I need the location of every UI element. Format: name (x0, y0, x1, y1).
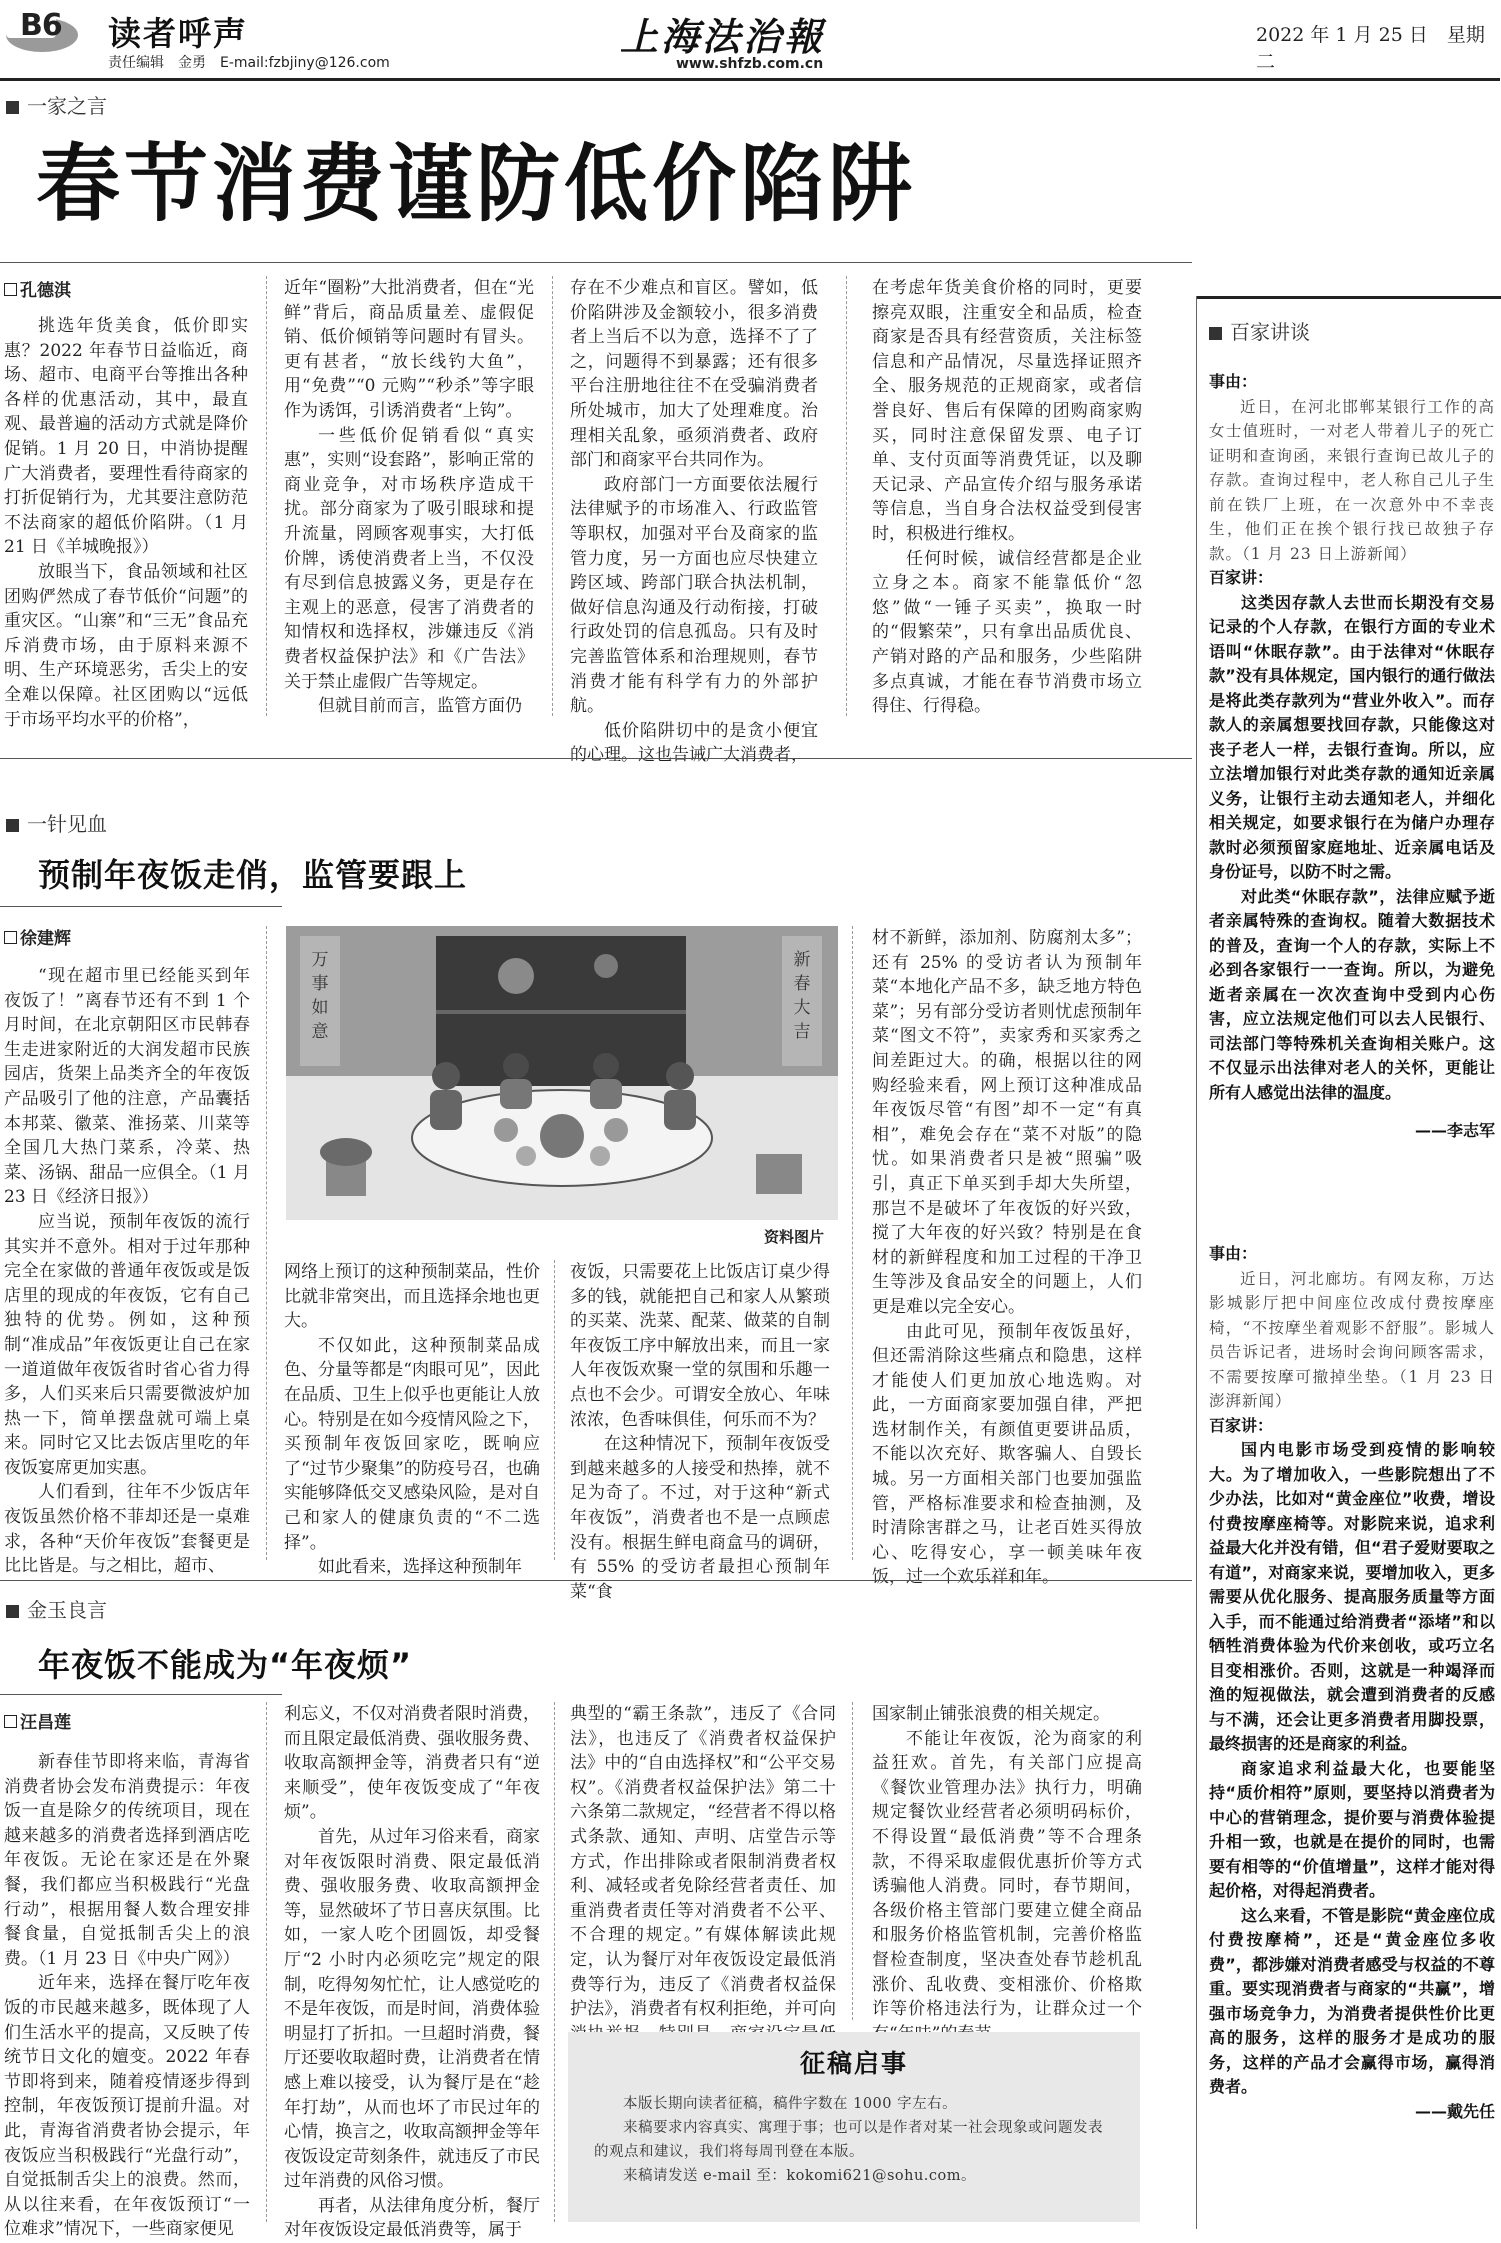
paragraph: 放眼当下，食品领域和社区团购俨然成了春节低价“问题”的重灾区。“山寨”和“三无”食品充斥消费市场，由于原料来源不明、生产环境恶劣，舌尖上的安全难以保障。社区团购以“远低于市场平均水平的价格”， (4, 561, 248, 730)
third-kicker-label: 金玉良言 (27, 1598, 107, 1622)
fact-label: 事由： (1209, 1244, 1258, 1263)
paragraph: 一些低价促销看似“真实惠”，实则“设套路”，影响正常的商业竞争，对市场秩序造成干扰。部分商家为了吸引眼球和提升流量，罔顾客观事实，大打低价牌，诱使消费者上当，不仅没有尽到信息披露义务，更是存在主观上的恶意，侵害了消费者的知情权和选择权，涉嫌违反《消费者权益保护法》和《广告法》关于禁止虚假广告等规定。 (284, 425, 534, 692)
opinion-text: 这么来看，不管是影院“黄金座位成付费按摩椅”，还是“黄金座位多收费”，都涉嫌对消费者感受与权益的不尊重。要实现消费者与商家的“共赢”，增强市场竞争力，为消费者提供性价比更高的服务，这样的服务才是成功的服务，这样的产品才会赢得市场，赢得消费者。 (1209, 1905, 1495, 2096)
second-headline: 预制年夜饭走俏，监管要跟上 (38, 856, 468, 894)
third-column-4 (872, 1702, 1142, 2020)
third-column-3 (570, 1702, 836, 2020)
opinion-label: 百家讲： (1209, 1415, 1274, 1435)
column-divider (266, 926, 267, 1560)
paragraph: 存在不少难点和盲区。譬如，低价陷阱涉及金额较小，很多消费者上当后不以为意，选择不了了之，问题得不到暴露；还有很多平台注册地往往不在受骗消费者所处城市，加大了处理难度。治理相关乱象，亟须消费者、政府部门和商家平台共同作为。 (570, 278, 818, 471)
editor-info: 责任编辑 金勇 E-mail:fzbjiny@126.com (108, 55, 390, 71)
opinion-text: 商家追求利益最大化，也要能坚持“质价相符”原则，要坚持以消费者为中心的营销理念，提价要与消费体验提升相一致，也就是在提价的同时，也需要有相等的“价值增量”，这样才能对得起价格，对得起消费者。 (1209, 1758, 1495, 1900)
sidebar-item-2 (1209, 1242, 1495, 2226)
paragraph: 近年来，选择在餐厅吃年夜饭的市民越来越多，既体现了人们生活水平的提高，又反映了传统节日文化的嬗变。2022 年春节即将到来，随着疫情逐步得到控制，年夜饭预订提前升温。对此，青海省消费者协会提示，年夜饭应当积极践行“光盘行动”，自觉抵制舌尖上的浪费。然而，从以往来看，在年夜饭预订“一位难求”情况下，一些商家便见 (4, 1973, 250, 2240)
newspaper-logo: 上海法治報 (620, 14, 826, 59)
column-divider (552, 276, 553, 716)
byline-box-icon (4, 1715, 17, 1728)
paragraph: 不能让年夜饭，沦为商家的利益狂欢。首先，有关部门应提高《餐饮业管理办法》执行力，明确规定餐饮业经营者必须明码标价，不得设置“最低消费”等不合理条款，不得采取虚假优惠折价等方式诱骗他人消费。同时，春节期间，各级价格主管部门要建立健全商品和服务价格监管机制，完善价格监督检查制度，坚决查处春节趁机乱涨价、乱收费、变相涨价、价格欺诈等价格违法行为，让群众过一个 (872, 1728, 1142, 2020)
paragraph: 材不新鲜，添加剂、防腐剂太多”；还有 25% 的受访者认为预制年菜“本地化产品不多，缺乏地方特色菜”；另有部分受访者则忧虑预制年菜“图文不符”，卖家秀和买家秀之间差距过大。的确，根据以往的网购经验来看，网上预订这种准成品年夜饭尽管“有图”却不一定“有真相”，难免会存在“菜不对版”的隐忧。如果消费者只是被“照骗”吸引，真正下单买到手却大失所望，那岂不是破坏了年夜饭的好兴致，搅了大年夜的好兴致？特别是在食材的新鲜程度和加工过程的干净卫生等涉及食品安全的问题上，人们更是难以完全安心。 (872, 928, 1142, 1317)
paragraph: 政府部门一方面要依法履行法律赋予的市场准入、行政监管等职权，加强对平台及商家的监管力度，另一方面也应尽快建立跨区域、跨部门联合执法机制，做好信息沟通及行动衔接，打破行政处罚的信息孤岛。只有及时完善监管体系和治理规则，春节消费才能有科学有力的外部护航。 (570, 474, 818, 717)
second-column-1 (4, 964, 250, 1577)
fact-text: 近日，河北廊坊。有网友称，万达影城影厅把中间座位改成付费按摩座椅，“不按摩坐着观影不舒服”。影城人员告诉记者，进场时会询问顾客需求，不需要按摩可撤掉坐垫。（1 月 23 日澎湃新闻） (1209, 1269, 1495, 1410)
lead-headline-rule (0, 262, 1192, 263)
second-kicker-label: 一针见血 (27, 812, 107, 836)
lead-column-4 (872, 276, 1142, 716)
page-badge-label: B6 (20, 8, 62, 43)
signature: ——戴先任 (1414, 2101, 1495, 2121)
third-headline: 年夜饭不能成为“年夜烦” (38, 1646, 413, 1684)
third-kicker (6, 1594, 107, 1623)
couplet-left-text: 万事如意 (311, 950, 329, 1042)
fact-label: 事由： (1209, 372, 1258, 391)
lead-column-3 (570, 276, 818, 766)
third-column-1 (4, 1750, 250, 2240)
lead-headline: 春节消费谨防低价陷阱 (36, 135, 917, 233)
notice-line: 本版长期向读者征稿，稿件字数在 1000 字左右。 (623, 2096, 958, 2112)
third-author: 汪昌莲 (20, 1713, 71, 1733)
opinion-text: 这类因存款人去世而长期没有交易记录的个人存款，在银行方面的专业术语叫“休眠存款”。由于法律对“休眠存款”没有具体规定，国内银行的通行做法是将此类存款列为“营业外收入”。而存款人的亲属想要找回存款，只能像这对丧子老人一样，去银行查询。所以，应立法增加银行对此类存款的通知近亲属义务，让银行主动去通知老人，并细化相关规定，如要求银行在为储户办理存款时必须预留家庭地址、近亲属电话及身份证号，以防不时之需。 (1209, 592, 1495, 881)
paragraph: 首先，从过年习俗来看，商家对年夜饭限时消费、限定最低消费、强收服务费、收取高额押金等，显然破坏了节日喜庆氛围。比如，一家人吃个团圆饭，却受餐厅“2 小时内必须吃完”规定的限制，吃得匆匆忙忙，让人感觉吃的不是年夜饭，而是时间，消费体验明显打了折扣。一旦超时消费，餐厅还要收取超时费，让消费者在情感上难以接受，认为餐厅是在“趁年打劫”，从而也坏了市民过年的心情，换言之，收取高额押金等年夜饭设定苛刻条件，就违反了市民过年消费的风俗习惯。 (284, 1826, 540, 2192)
sidebar (1196, 296, 1501, 2229)
fact-text: 近日，在河北邯郸某银行工作的高女士值班时，一对老人带着儿子的死亡证明和查询函，来银行查询已故儿子的存款。查询过程中，老人称自己儿子生前在铁厂上班，在一次意外中不幸丧生，他们正在挨个银行找已故独子存款。（1 月 23 日上游新闻） (1209, 397, 1495, 563)
lead-column-2 (284, 276, 534, 716)
second-author: 徐建辉 (20, 929, 71, 949)
notice-line: 来稿请发送 e-mail 至：kokomi621@sohu.com。 (623, 2168, 977, 2184)
paragraph: 挑选年货美食，低价即实惠？2022 年春节日益临近，商场、超市、电商平台等推出各种各样的优惠活动，其中，最直观、最普遍的活动方式就是降价促销。1 月 20 日，中消协提醒广大消费者，要理性看待商家的打折促销行为，尤其要注意防范不法商家的超低价陷阱。（1 月 21 日《羊城晚报》） (4, 316, 248, 558)
image-caption: 资料图片 (764, 1228, 825, 1246)
paragraph: 人们看到，往年不少饭店年夜饭虽然价格不菲却还是一桌难求，各种“天价年夜饭”套餐更是比比皆是。与之相比，超市、 (4, 1482, 250, 1577)
column-divider (554, 1260, 555, 1560)
square-icon (6, 101, 19, 114)
second-column-4 (872, 926, 1142, 1588)
paragraph: “现在超市里已经能买到年夜饭了！”离春节还有不到 1 个月时间，在北京朝阳区市民韩春生走进家附近的大润发超市民族园店，货架上品类齐全的年夜饭产品吸引了他的注意，产品囊括本邦菜、徽菜、淮扬菜、川菜等全国几大热门菜系，冷菜、热菜、汤锅、甜品一应俱全。（1 月 23 日《经济日报》） (4, 966, 250, 1208)
third-headline-rule (0, 1694, 282, 1695)
paragraph: 再者，从法律角度分析，餐厅对年夜饭设定最低消费等，属于 (284, 2195, 540, 2241)
masthead-rule (0, 78, 1500, 81)
column-divider (852, 926, 853, 1560)
signature: ——李志军 (1414, 1121, 1495, 1140)
paragraph: 新春佳节即将来临，青海省消费者协会发布消费提示：年夜饭一直是除夕的传统项目，现在越来越多的消费者选择到酒店吃年夜饭。无论在家还是在外聚餐，我们都应当积极践行“光盘行动”，根据用餐人数合理安排餐食量，自觉抵制舌尖上的浪费。（1 月 23 日《中央广网》） (4, 1752, 250, 1969)
opinion-text: 对此类“休眠存款”，法律应赋予逝者亲属特殊的查询权。随着大数据技术的普及，查询一个人的存款，实际上不必到各家银行一一查询。所以，为避免逝者亲属在一次次查询中受到内心伤害，应立法规定他们可以去人民银行、司法部门等特殊机关查询相关账户。这不仅显示出法律对老人的关怀，更能让所有人感觉出法律的温度。 (1209, 886, 1495, 1102)
paragraph: 如此看来，选择这种预制年 (318, 1557, 522, 1578)
sidebar-title: 百家讲谈 (1230, 320, 1310, 344)
paragraph: 任何时候，诚信经营都是企业立身之本。商家不能靠低价“忽悠”做“一锤子买卖”，换取一时的“假繁荣”，只有拿出品质优良、产销对路的产品和服务，少些陷阱多点真诚，才能在春节消费市场立得住、行得稳。 (872, 548, 1142, 717)
lead-author: 孔德淇 (20, 281, 71, 301)
paragraph: 但就目前而言，监管方面仍 (318, 696, 522, 717)
paragraph: 典型的“霸王条款”，违反了《合同法》，也违反了《消费者权益保护法》中的“自由选择权”和“公平交易权”。《消费者权益保护法》第二十六条第二款规定，“经营者不得以格式条款、通知、声明、店堂告示等方式，作出排除或者限制消费者权利、减轻或者免除经营者责任、加重消费者责任等对消费者不公平、不合理的规定。”有媒体解读此规定，认为餐厅对年夜饭设定最低消费等行为，违反了《消费者权益保护法》，消费者有权利拒绝，并可向 (570, 1704, 836, 2020)
second-headline-rule (0, 906, 282, 907)
notice-title: 征稿启事 (799, 2049, 908, 2078)
column-divider (554, 1702, 555, 2222)
call-for-submissions-box (568, 2032, 1140, 2222)
couplet-right-text: 新春大吉 (793, 950, 811, 1042)
sidebar-top-rule (1197, 296, 1501, 299)
section-title: 读者呼声 (108, 14, 248, 53)
opinion-text: 国内电影市场受到疫情的影响较大。为了增加收入，一些影院想出了不少办法，比如对“黄金座位”收费，增设付费按摩座椅等。对影院来说，追求利益最大化并没有错，但“君子爱财要取之有道”，对商家来说，要增加收入，更多需要从优化服务、提高服务质量等方面入手，而不能通过给消费者“添堵”和以牺牲消费体验为代价来创收，或巧立名目变相涨价。否则，这就是一种竭泽而渔的短视做法，就会遭到消费者的反感与不满，还会让更多消费者用脚投票，最终损害的还是商家的利益。 (1209, 1440, 1495, 1753)
paragraph: 应当说，预制年夜饭的流行其实并不意外。相对于过年那种完全在家做的普通年夜饭或是饭店里的现成的年夜饭，它有自己独特的优势。例如，这种预制“准成品”年夜饭更让自己在家一道道做年夜饭省时省心省力得多，人们买来后只需要微波炉加热一下，简单摆盘就可端上桌来。同时它又比去饭店里吃的年夜饭宴席更加实惠。 (4, 1211, 250, 1478)
section-rule (0, 1580, 1192, 1581)
column-divider (852, 1702, 853, 2020)
lead-kicker (6, 90, 107, 119)
third-column-2 (284, 1702, 540, 2241)
newspaper-url: www.shfzb.com.cn (676, 56, 824, 72)
square-icon (6, 819, 19, 832)
paragraph: 网络上预订的这种预制菜品，性价比就非常突出，而且选择余地也更大。 (284, 1262, 540, 1332)
notice-line: 来稿要求内容真实、寓理于事；也可以是作者对某一社会现象或问题发表的观点和建议，我们将每周刊登在本版。 (594, 2120, 1103, 2160)
masthead (0, 0, 1500, 73)
lead-kicker-label: 一家之言 (27, 94, 107, 118)
paragraph: 国家制止铺张浪费的相关规定。 (872, 1704, 1110, 1724)
paragraph: 不仅如此，这种预制菜品成色、分量等都是“肉眼可见”，因此在品质、卫生上似乎也更能让人放心。特别是在如今疫情风险之下，买预制年夜饭回家吃，既响应了“过节少聚集”的防疫号召，也确实能够降低交叉感染风险，是对自己和家人的健康负责的“不二选择”。 (284, 1335, 540, 1553)
paragraph: 低价陷阱切中的是贪小便宜的心理。这也告诫广大消费者， (570, 720, 818, 766)
second-byline (4, 924, 71, 949)
issue-date: 2022 年 1 月 25 日 星期二 (1256, 24, 1485, 73)
square-icon (1209, 327, 1222, 340)
section-rule (0, 758, 1192, 759)
lead-byline (4, 276, 71, 301)
paragraph: 在这种情况下，预制年夜饭受到越来越多的人接受和热捧，就不足为奇了。不过，对于这种“新式年夜饭”，消费者也不是一点顾虑没有。根据生鲜电商盒马的调研，有 55% 的受访者最担心预制年菜“食 (570, 1434, 830, 1602)
column-divider (266, 276, 267, 716)
opinion-label: 百家讲： (1209, 568, 1274, 587)
column-divider (266, 1702, 267, 2222)
notice-body (594, 2092, 1114, 2188)
new-year-dinner-illustration (286, 926, 838, 1220)
second-column-3 (570, 1260, 830, 1602)
second-kicker (6, 808, 107, 837)
sidebar-item-1 (1209, 370, 1495, 1250)
second-column-2 (284, 1260, 540, 1578)
byline-box-icon (4, 283, 17, 296)
paragraph: 在考虑年货美食价格的同时，更要擦亮双眼，注重安全和品质，检查商家是否具有经营资质，关注标签信息和产品情况，尽量选择证照齐全、服务规范的正规商家，或者信誉良好、售后有保障的团购商家购买，同时注意保留发票、电子订单、支付页面等消费凭证，以及聊天记录、产品宣传介绍与服务承诺等信息，当自身合法权益受到侵害时，积极进行维权。 (872, 278, 1142, 544)
third-byline (4, 1708, 71, 1733)
paragraph: 利忘义，不仅对消费者限时消费，而且限定最低消费、强收服务费、收取高额押金等，消费者只有“逆来顺受”，使年夜饭变成了“年夜烦”。 (284, 1704, 540, 1823)
paragraph: 夜饭，只需要花上比饭店订桌少得多的钱，就能把自己和家人从繁琐的买菜、洗菜、配菜、做菜的自制年夜饭工序中解放出来，而且一家人年夜饭欢聚一堂的氛围和乐趣一点也不会少。可谓安全放心、年味浓浓，色香味俱佳，何乐而不为？ (570, 1262, 830, 1430)
column-divider (846, 276, 847, 716)
sidebar-kicker (1209, 316, 1310, 345)
paragraph: 由此可见，预制年夜饭虽好，但还需消除这些痛点和隐患，这样才能使人们更加放心地选购。对此，一方面商家要加强自律，严把选材制作关，有颜值更要讲品质，不能以次充好、欺客骗人、自毁长城。另一方面相关部门也要加强监管，严格标准要求和检查抽测，及时清除害群之马，让老百姓买得放心、吃得安心，享一顿美味年夜饭，过一个欢乐祥和年。 (872, 1321, 1142, 1588)
page-badge (6, 8, 78, 52)
byline-box-icon (4, 931, 17, 944)
paragraph: 近年“圈粉”大批消费者，但在“光鲜”背后，商品质量差、虚假促销、低价倾销等问题时有冒头。更有甚者，“放长线钓大鱼”，用“免费”“0 元购”“秒杀”等字眼作为诱饵，引诱消费者“上钩”。 (284, 278, 534, 421)
lead-column-1 (4, 314, 248, 730)
square-icon (6, 1605, 19, 1618)
illustration-svg (286, 926, 838, 1220)
